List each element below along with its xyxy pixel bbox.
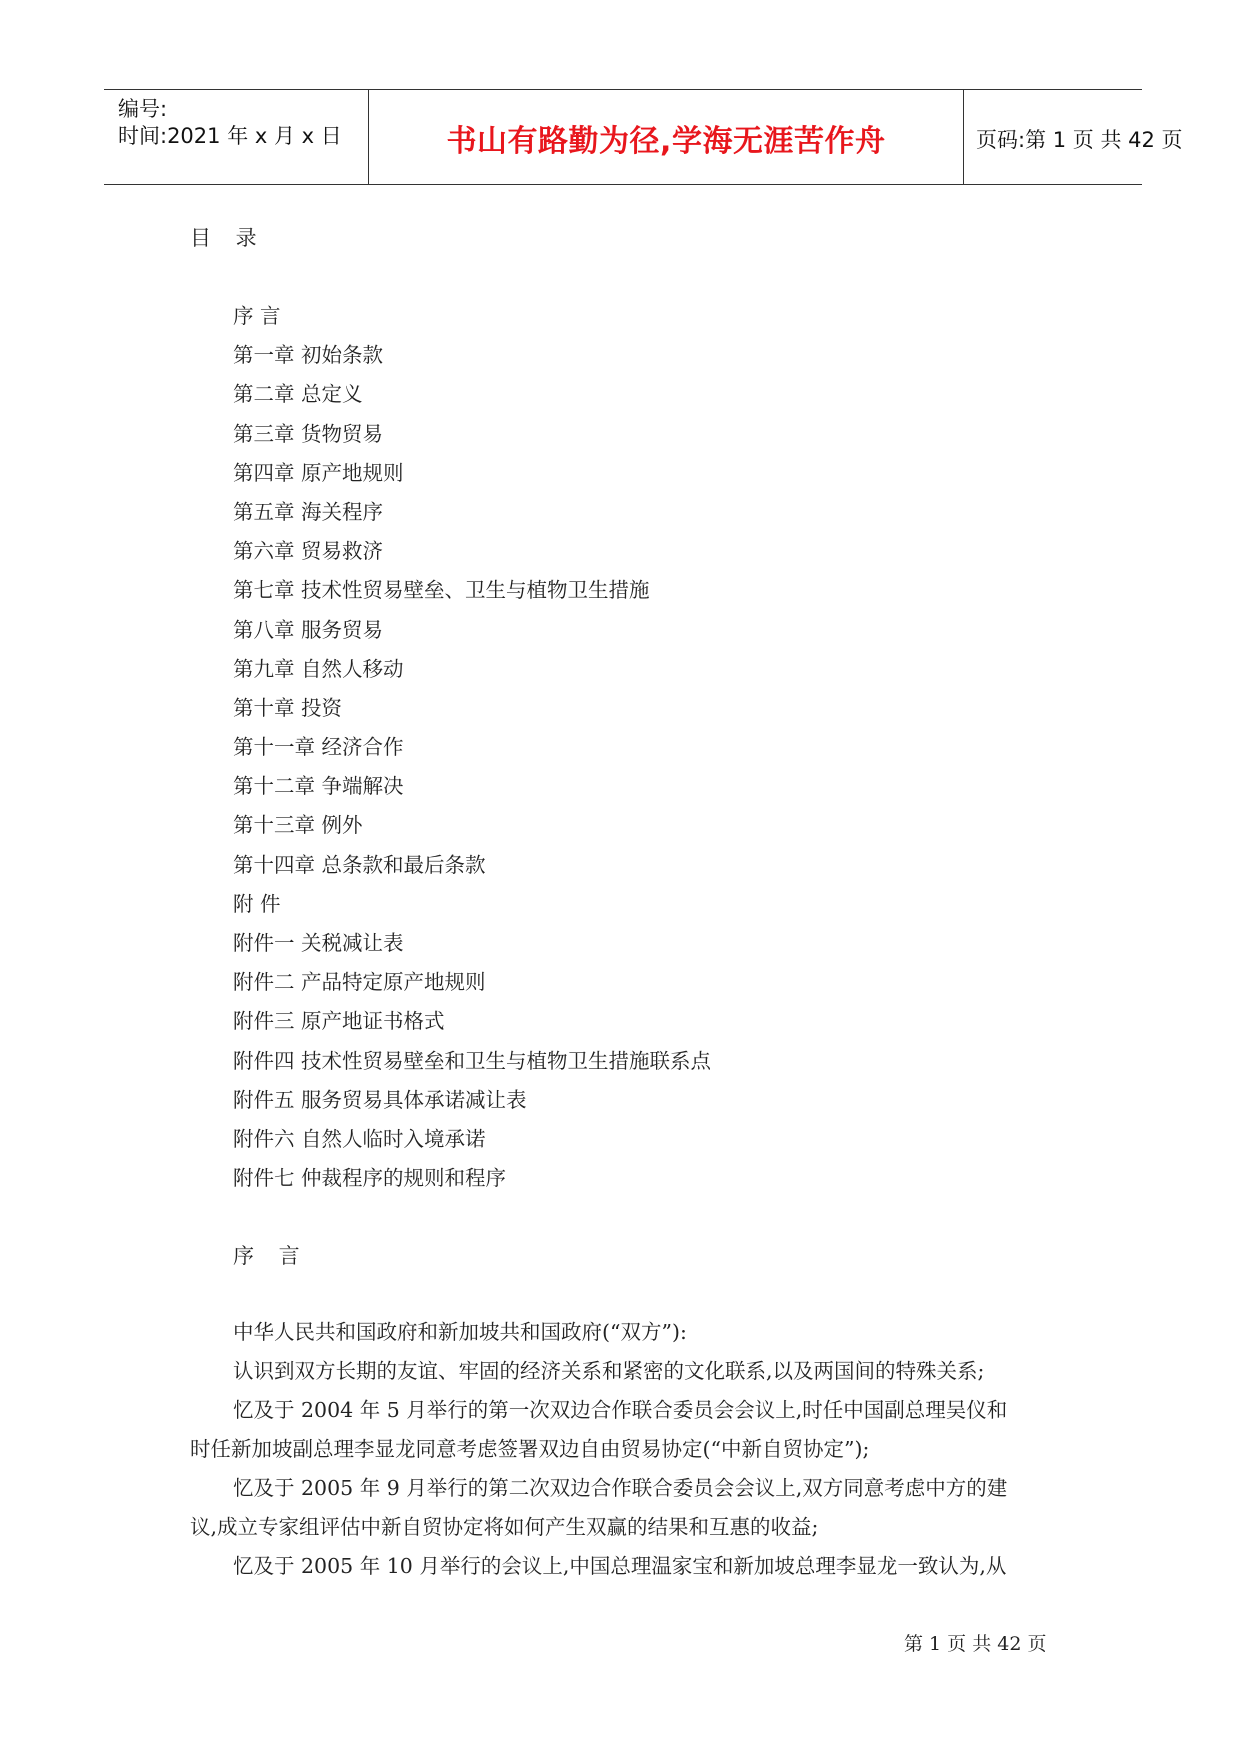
footer-page-number: 第 1 页 共 42 页: [904, 1633, 1047, 1655]
toc-item: 第十章 投资: [233, 695, 343, 720]
toc-title: 目 录: [190, 226, 266, 250]
header-page-cell: [964, 90, 1183, 184]
toc-item: 附件三 原产地证书格式: [233, 1009, 445, 1034]
toc-item: 附件二 产品特定原产地规则: [233, 970, 486, 995]
toc-item: 附件七 仲裁程序的规则和程序: [233, 1166, 507, 1191]
document-header: [104, 89, 1183, 185]
toc-item: 第九章 自然人移动: [233, 656, 404, 681]
toc-item: 第七章 技术性贸易壁垒、卫生与植物卫生措施: [233, 578, 650, 603]
document-number-label: 编号:: [118, 97, 168, 121]
toc-item: 第十四章 总条款和最后条款: [233, 852, 486, 877]
toc-item: 附件六 自然人临时入境承诺: [233, 1126, 486, 1151]
toc-item: 附件五 服务贸易具体承诺减让表: [233, 1087, 527, 1112]
toc-item: 第一章 初始条款: [233, 343, 384, 368]
preface-paragraph: 忆及于 2004 年 5 月举行的第一次双边合作联合委员会会议上,时任中国副总理吴仪和: [233, 1398, 1008, 1422]
toc-item: 第八章 服务贸易: [233, 617, 384, 642]
toc-item: 附件一 关税减让表: [233, 931, 404, 955]
header-info-cell: [104, 90, 369, 184]
toc-list: [233, 297, 711, 1198]
preface-paragraph: 忆及于 2005 年 9 月举行的第二次双边合作联合委员会会议上,双方同意考虑中方的建: [233, 1476, 1008, 1500]
toc-item: 第二章 总定义: [233, 382, 363, 407]
toc-item: 第十一章 经济合作: [233, 735, 404, 760]
header-motto-cell: [369, 90, 964, 184]
toc-item: 附件四 技术性贸易壁垒和卫生与植物卫生措施联系点: [233, 1048, 712, 1073]
document-time-label: 时间:2021 年 x 月 x 日: [118, 124, 342, 148]
preface-paragraph: 认识到双方长期的友谊、牢固的经济关系和紧密的文化联系,以及两国间的特殊关系;: [233, 1359, 985, 1383]
toc-item: 第四章 原产地规则: [233, 460, 404, 485]
toc-item: 序 言: [233, 304, 281, 328]
toc-item: 第十三章 例外: [233, 813, 363, 838]
toc-item: 第六章 贸易救济: [233, 539, 384, 564]
preface-paragraph-continuation: 议,成立专家组评估中新自贸协定将如何产生双赢的结果和互惠的收益;: [190, 1515, 819, 1539]
toc-item: 第三章 货物贸易: [233, 421, 384, 446]
header-motto: 书山有路勤为径,学海无涯苦作舟: [446, 124, 886, 159]
header-page-number: 页码:第 1 页 共 42 页: [976, 128, 1183, 152]
preface-paragraph: 忆及于 2005 年 10 月举行的会议上,中国总理温家宝和新加坡总理李显龙一致认为,从: [233, 1554, 1007, 1578]
preface-title: 序 言: [233, 1244, 309, 1268]
preface-paragraph-continuation: 时任新加坡副总理李显龙同意考虑签署双边自由贸易协定(“中新自贸协定”);: [190, 1437, 870, 1461]
toc-item: 附 件: [233, 891, 281, 916]
toc-item: 第五章 海关程序: [233, 499, 384, 524]
toc-item: 第十二章 争端解决: [233, 774, 404, 799]
preface-paragraph: 中华人民共和国政府和新加坡共和国政府(“双方”):: [233, 1320, 687, 1344]
